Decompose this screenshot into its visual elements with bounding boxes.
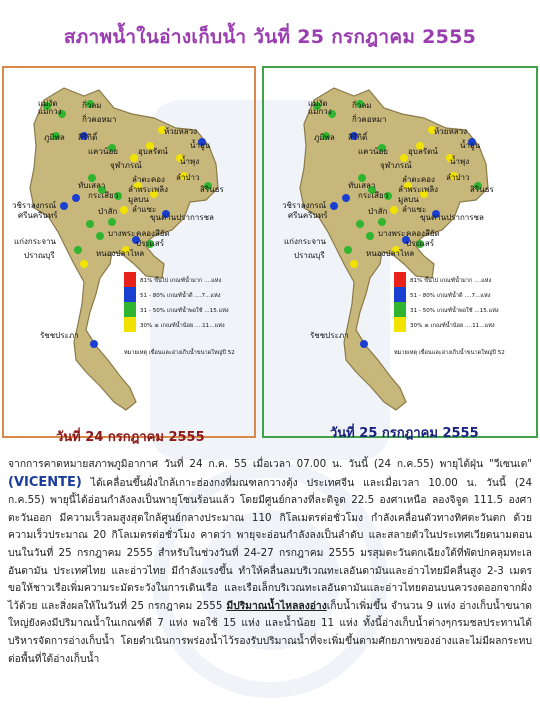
legend-swatch-yellow [124,317,136,332]
reservoir-dot [360,340,368,348]
map-label: ลำพระเพลิง [128,185,169,194]
reservoir-dot [120,206,128,214]
thailand-map-left [4,68,254,436]
map-label: บางพระ [108,229,136,238]
map-panel-july-24 [2,66,256,438]
reservoir-dot [366,232,374,240]
map-label: ประแสร์ [406,239,435,248]
map-label: มูลบน [128,195,149,204]
map-label: รัชชประภา [40,331,79,340]
map-label: บางพระ [378,229,406,238]
map-label: กระเสียว [88,191,119,200]
map-label: ศรีนครินทร์ [18,211,58,220]
map-label: ภูมิพล [44,133,65,142]
map-label: แควน้อย [88,147,118,156]
reservoir-dot [344,246,352,254]
map-label: น้ำอูน [460,141,481,150]
map-label: กิ่วคอหมา [82,115,117,124]
map-label: ห้วยหลวง [434,127,468,136]
map-label: แก่งกระจาน [284,237,326,246]
map-label: จุฬาภรณ์ [110,161,142,170]
map-label: ทับเสลา [78,181,106,190]
reservoir-dot [74,246,82,254]
legend-swatch-blue [394,287,406,302]
reservoir-dot [350,260,358,268]
legend-note: หมายเหตุ เขื่อนและอ่างเก็บน้ำขนาดใหญ่ปี 52 [394,350,505,356]
map-label: ขุนด่านปราการชล [420,213,484,222]
report-intro: จากการคาดหมายสภาพภูมิอากาศ วันที่ 24 ก.ค. 55 เมื่อเวลา 07.00 น. วันนี้ (24 ก.ค.55) พายุไต้ฝุ่น "วีเซนเต" [8,458,532,470]
report-body: ได้เคลื่อนขึ้นฝั่งใกล้เกาะฮ่องกงที่มณฑลกวางตุ้ง ประเทศจีน และเมื่อเวลา 10.00 น. วันนี้ (24 ก.ค.55) พายุนี้ได้อ่อนกำลังลงเป็นพายุโซนร้อนแล้ว โดยมีศูนย์กลางที่ละติจูด 22.5 องศาเหนือ ลองจิจูด 111.5 องศาตะวันออก มีความเร็วลมสูงสุดใกล้ศูนย์กลางประมาณ 110 กิโลเมตรต่อชั่วโมง กำลังเคลื่อนตัวทางทิศตะวันตก ด้วยความเร็วประมาณ 20 กิโลเมตรต่อชั่วโมง คาดว่า พายุจะอ่อนกำลังลงเป็นลำดับ และสลายตัวในประเทศเวียดนามตอนบนในวันที่ 25 กรกฎาคม 2555 สำหรับในช่วงวันที่ 24-27 กรกฎาคม 2555 มรสุมตะวันตกเฉียงใต้ที่พัดปกคลุมทะเลอันดามัน ประเทศไทย และอ่าวไทย มีกำลังแรงขึ้น ทำให้คลื่นลมบริเวณทะเลอันดามันและอ่าวไทยมีคลื่นสูง 2-3 เมตร ขอให้ชาวเรือเพิ่มความระมัดระวังในการเดินเรือ และเรือเล็กบริเวณทะเลอันดามันและอ่าวไทยตอนบนควรงดออกจากฝั่งไว้ด้วย และสิ่งผลให้ในวันที่ 25 กรกฎาคม 2555 [8,476,532,612]
map-label: น้ำพุง [180,157,200,166]
map-label: อุบลรัตน์ [138,147,168,156]
map-label: แม่กวง [308,107,332,116]
map-label: ภูมิพล [314,133,335,142]
map-label: รัชชประภา [310,331,349,340]
map-label: คลองสียัด [406,229,440,238]
legend-right [394,272,505,356]
legend-label: 31 - 50% เกณฑ์น้ำพอใช้ ...15.แห่ง [140,308,229,314]
map-label: วชิราลงกรณ์ [282,201,327,210]
reservoir-dot [330,202,338,210]
map-label: สิริกิติ์ [348,133,368,142]
map-label: ลำปาว [176,173,200,182]
report-highlight: มีปริมาณน้ำไหลลงอ่าง [226,599,327,612]
map-label: กิ่วคอหมา [352,115,387,124]
legend-label: 30% ≤ เกณฑ์น้ำน้อย ....11...แห่ง [410,323,495,329]
thailand-map-right [264,68,536,436]
map-label: สิรินธร [200,185,224,194]
legend-label: 31 - 50% เกณฑ์น้ำพอใช้ ...15.แห่ง [410,308,499,314]
reservoir-dot [356,220,364,228]
map-label: ลำตะคอง [402,175,435,184]
reservoir-dot [342,194,350,202]
map-label: ห้วยหลวง [164,127,198,136]
map-label: หนองปลาไหล [96,249,145,258]
page-title: สภาพน้ำในอ่างเก็บน้ำ วันที่ 25 กรกฎาคม 2555 [63,26,477,48]
legend-label: 51 - 80% เกณฑ์น้ำดี ....7...แห่ง [410,293,491,299]
legend-note: หมายเหตุ เขื่อนและอ่างเก็บน้ำขนาดใหญ่ปี 52 [124,350,235,356]
legend-swatch-yellow [394,317,406,332]
map-label: แม่งัด [38,99,58,108]
map-label: คลองสียัด [136,229,170,238]
legend-swatch-red [394,272,406,287]
legend-label: 30% ≤ เกณฑ์น้ำน้อย ....11...แห่ง [140,323,225,329]
legend-label: 81% ขึ้นไป เกณฑ์น้ำมาก ....แห่ง [140,278,222,284]
map-label: ปราณบุรี [24,251,55,260]
date-caption-right: วันที่ 25 กรกฎาคม 2555 [330,426,479,441]
map-panel-july-25 [262,66,538,438]
map-label: ประแสร์ [136,239,165,248]
reservoir-dot [390,206,398,214]
reservoir-dot [80,260,88,268]
map-label: แม่งัด [308,99,328,108]
map-label: ลำปาว [446,173,470,182]
map-label: สิรินธร [470,185,494,194]
legend-swatch-blue [124,287,136,302]
map-label: จุฬาภรณ์ [380,161,412,170]
map-label: ลำพระเพลิง [398,185,439,194]
legend-swatch-green [124,302,136,317]
map-label: แม่กวง [38,107,62,116]
reservoir-dot [108,218,116,226]
legend-swatch-red [124,272,136,287]
map-label: อุบลรัตน์ [408,147,438,156]
legend-label: 51 - 80% เกณฑ์น้ำดี ....7...แห่ง [140,293,221,299]
map-label: วชิราลงกรณ์ [12,201,57,210]
map-label: สิริกิติ์ [78,133,98,142]
map-label: ปราณบุรี [294,251,325,260]
reservoir-dot [378,218,386,226]
map-label: ลำแซะ [402,205,427,214]
map-label: น้ำพุง [450,157,470,166]
map-label: หนองปลาไหล [366,249,415,258]
map-label: ทับเสลา [348,181,376,190]
map-label: มูลบน [398,195,419,204]
reservoir-dot [60,202,68,210]
map-label: แควน้อย [358,147,388,156]
reservoir-dot [90,340,98,348]
map-label: กิ่วลม [82,101,102,110]
map-label: กิ่วลม [352,101,372,110]
storm-name: (VICENTE) [8,474,82,490]
map-label: ศรีนครินทร์ [288,211,328,220]
legend-left [124,272,235,356]
legend-swatch-green [394,302,406,317]
date-caption-left: วันที่ 24 กรกฎาคม 2555 [56,430,205,445]
reservoir-dot [96,232,104,240]
map-label: ลำตะคอง [132,175,165,184]
weather-report-text [8,456,532,668]
map-label: กระเสียว [358,191,389,200]
map-label: ลำแซะ [132,205,157,214]
reservoir-dot [86,220,94,228]
map-label: ขุนด่านปราการชล [150,213,214,222]
map-label: ป่าสัก [98,207,118,216]
legend-label: 81% ขึ้นไป เกณฑ์น้ำมาก ....แห่ง [410,278,492,284]
map-label: แก่งกระจาน [14,237,56,246]
map-label: น้ำอูน [190,141,211,150]
report-conclusion: เก็บน้ำเพิ่มขึ้น จำนวน 9 แห่ง อ่างเก็บน้ำขนาดใหญ่ยังคงมีปริมาณน้ำในเกณฑ์ดี 7 แห่ง พอใช้ 15 แห่ง และน้ำน้อย 11 แห่ง ทั้งนี้อ่างเก็บน้ำต่างๆกรมชลประทานได้บริหารจัดการอ่างเก็บน้ำ โดยดำเนินการพร่องน้ำไว้รองรับปริมาณน้ำที่จะเพิ่มขึ้นตามศักยภาพของอ่างและไม่มีผลกระทบต่อพื้นที่ใต้อ่างเก็บน้ำ [8,599,532,665]
reservoir-dot [72,194,80,202]
map-label: ป่าสัก [368,207,388,216]
